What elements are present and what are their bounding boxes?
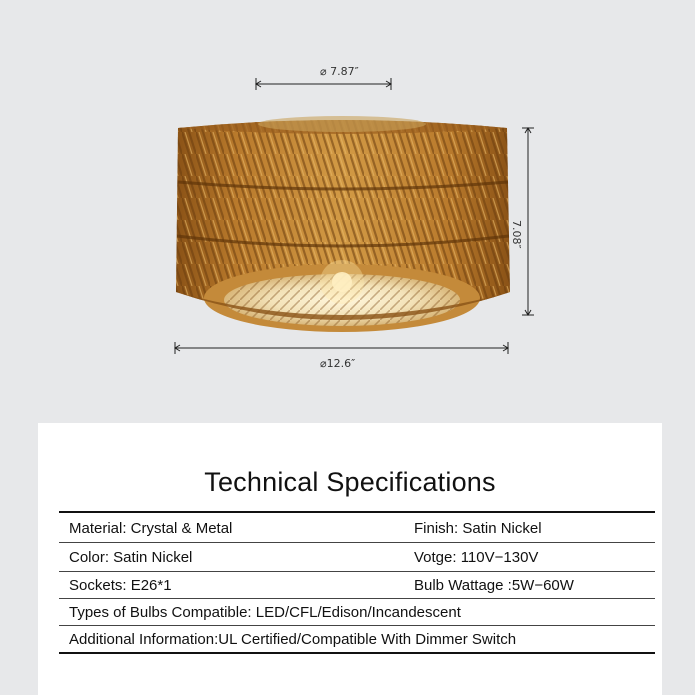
- color-text: Color: Satin Nickel: [69, 549, 193, 566]
- top-diameter-dimension: [256, 78, 391, 90]
- material-text: Material: Crystal & Metal: [69, 520, 233, 537]
- title-divider: [59, 511, 655, 513]
- specifications-card: [38, 423, 662, 695]
- bulb-types-text: Types of Bulbs Compatible: LED/CFL/Edison/Incandescent: [69, 604, 461, 621]
- voltage-text: Votge: 110V−130V: [414, 549, 539, 566]
- finish-text: Finish: Satin Nickel: [414, 520, 542, 537]
- height-label: 7.08″: [510, 220, 523, 249]
- spec-row-sockets: [38, 572, 662, 599]
- bottom-divider: [59, 652, 655, 654]
- lamp-shade: [176, 116, 510, 332]
- bottom-diameter-dimension: [175, 342, 508, 354]
- height-dimension: [522, 128, 534, 315]
- spec-row-color: [38, 544, 662, 571]
- spec-row-material: [38, 515, 662, 542]
- bulb-wattage-text: Bulb Wattage :5W−60W: [414, 577, 574, 594]
- bottom-diameter-label: ⌀12.6″: [320, 357, 356, 370]
- spec-title: Technical Specifications: [204, 467, 496, 497]
- additional-info-text: Additional Information:UL Certified/Compatible With Dimmer Switch: [69, 631, 517, 648]
- sockets-text: Sockets: E26*1: [69, 577, 172, 594]
- top-diameter-label: ⌀ 7.87″: [320, 65, 359, 78]
- spec-row-additional: [38, 626, 662, 653]
- spec-row-bulb-types: [38, 599, 662, 626]
- row-divider: [59, 542, 655, 543]
